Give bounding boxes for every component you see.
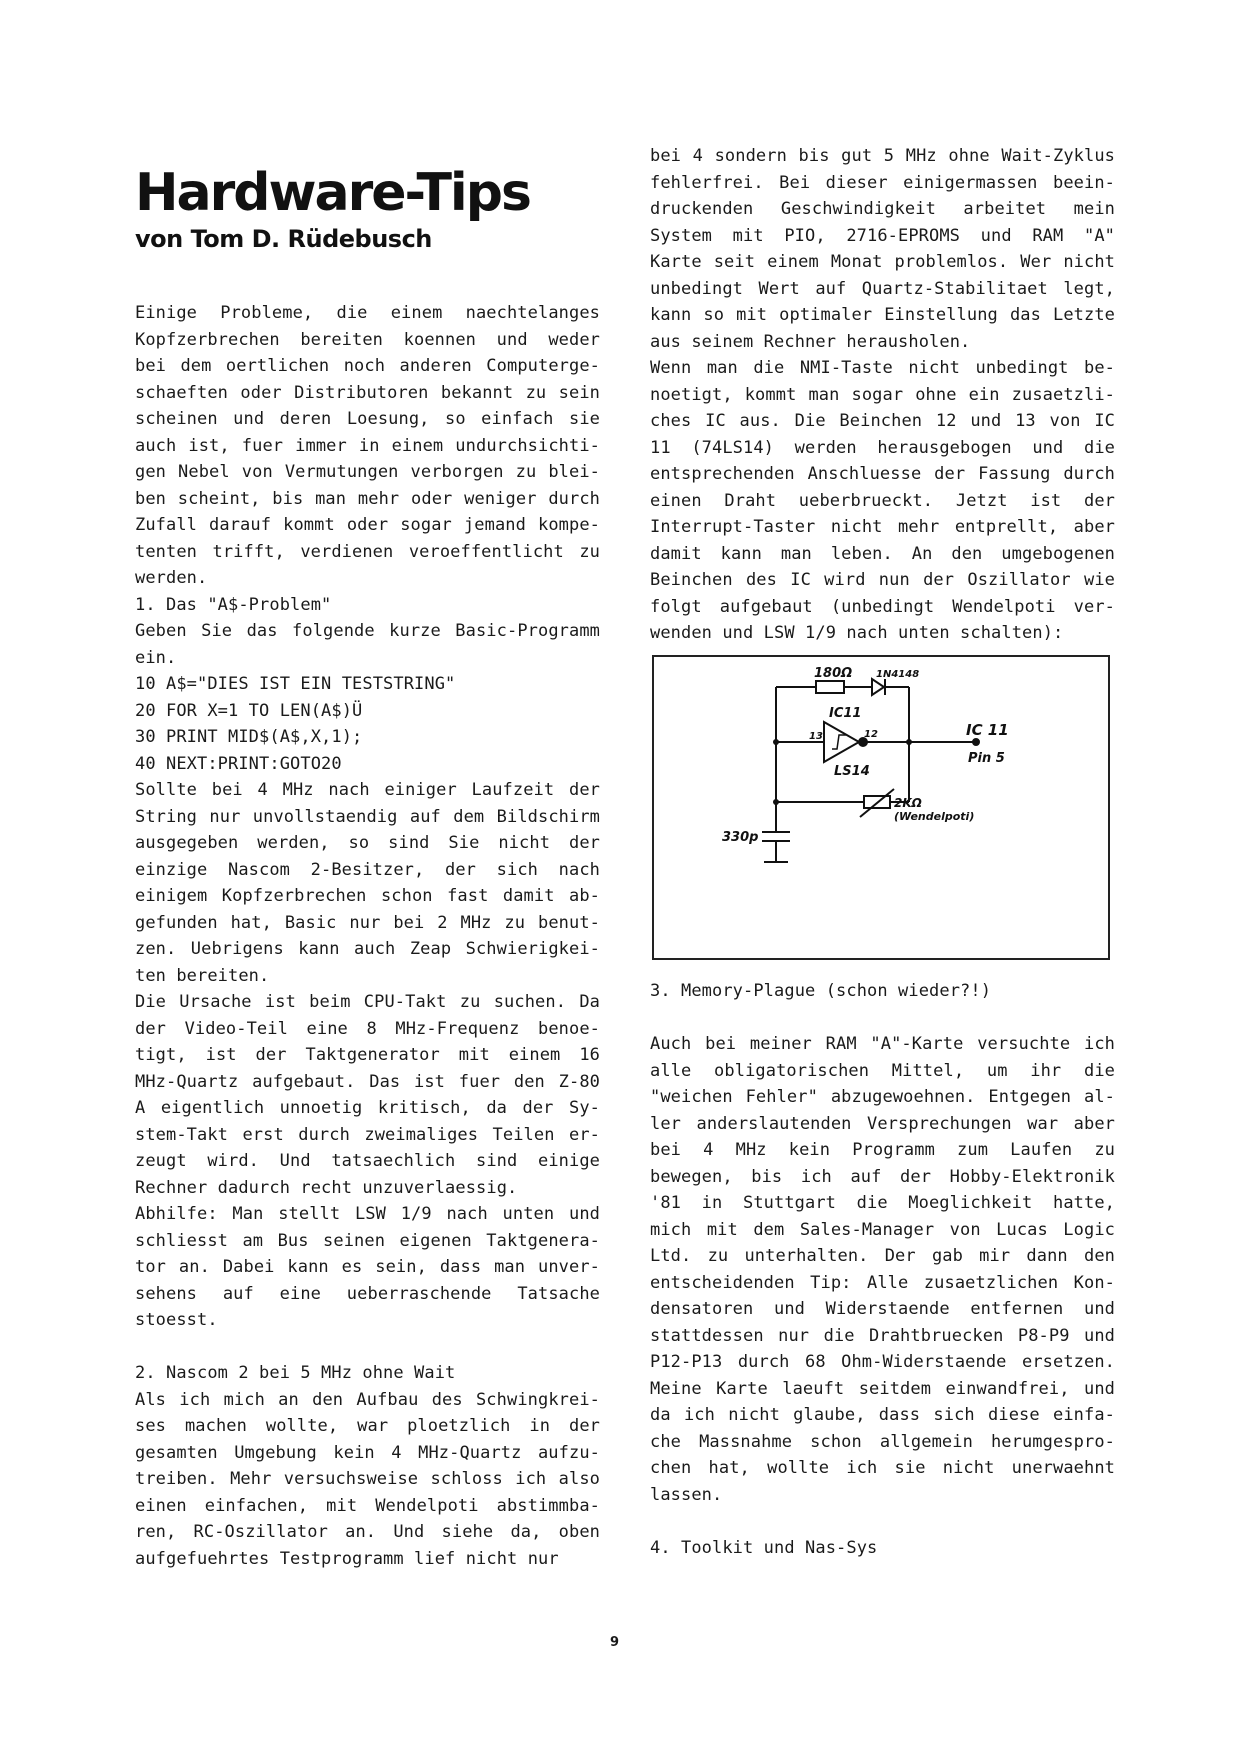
paragraph: Geben Sie das folgende kurze Basic-Programm ein. (135, 621, 600, 668)
author-byline: von Tom D. Rüdebusch (135, 225, 432, 253)
ic-label: IC11 (829, 706, 862, 721)
paragraph: Wenn man die NMI-Taste nicht unbedingt be-noetigt, kommt man sogar ohne ein zusaetzli-ches IC aus. Die Beinchen 12 und 13 von IC 11 (74LS14) werden herausgebogen und die entsprechenden Anschluesse der Fassung durch einen Draht ueberbrueckt. Jetzt ist der Interrupt-Taster nicht mehr entprellt, aber damit kann man leben. An den umgebogenen Beinchen des IC wird nun der Oszillator wie folgt aufgebaut (unbedingt Wendelpoti ver-wenden und LSW 1/9 nach unten schalten): (650, 358, 1115, 643)
intro-paragraph: Einige Probleme, die einem naechtelanges Kopfzerbrechen bereiten koennen und weder bei dem oertlichen noch anderen Computerge-schaeften oder Distributoren bekannt zu sein scheinen und deren Loesung, so einfach sie auch ist, fuer immer in einem undurchsichti-gen Nebel von Vermutungen verborgen zu blei-ben scheint, bis man mehr oder weniger durch Zufall darauf kommt oder sogar jemand kompe-tenten trifft, verdienen veroeffentlicht zu werden. (135, 303, 600, 588)
spacer (135, 1334, 600, 1361)
page-number: 9 (610, 1635, 620, 1650)
resistor-label: 180Ω (814, 666, 853, 681)
section-heading-2: 2. Nascom 2 bei 5 MHz ohne Wait (135, 1363, 456, 1383)
right-column-bottom (650, 978, 1115, 1561)
paragraph: Als ich mich an den Aufbau des Schwingkrei-ses machen wollte, war ploetzlich in der gesamten Umgebung kein 4 MHz-Quartz aufzu-treiben. Mehr versuchsweise schloss ich also einen einfachen, mit Wendelpoti abstimmba-ren, RC-Oszillator an. Und siehe da, oben aufgefuehrtes Testprogramm lief nicht nur (135, 1389, 600, 1569)
paragraph: Sollte bei 4 MHz nach einiger Laufzeit der String nur unvollstaendig auf dem Bildschirm ausgegeben werden, so sind Sie nicht der einzige Nascom 2-Besitzer, der sich nach einigem Kopfzerbrechen schon fast damit ab-gefunden hat, Basic nur bei 2 MHz zu benut-zen. Uebrigens kann auch Zeap Schwierigkei-ten bereiten. (135, 780, 600, 986)
spacer (650, 1508, 1115, 1535)
right-column-top (650, 143, 1115, 647)
pot-label: 2KΩ (894, 796, 922, 810)
left-column (135, 300, 600, 1572)
diode-label: 1N4148 (876, 669, 920, 680)
pot-type-label: (Wendelpoti) (894, 810, 975, 823)
section-heading-4: 4. Toolkit und Nas-Sys (650, 1537, 878, 1558)
pin-out-label: 12 (864, 729, 878, 740)
paragraph: Auch bei meiner RAM "A"-Karte versuchte ich alle obligatorischen Mittel, um ihr die "weichen Fehler" abzugewoehnen. Entgegen al-ler anderslautenden Versprechungen war aber bei 4 MHz kein Programm zum Laufen zu bewegen, bis ich auf der Hobby-Elektronik '81 in Stuttgart die Moeglichkeit hatte, mich mit dem Sales-Manager von Lucas Logic Ltd. zu unterhalten. Der gab mir dann den entscheidenden Tip: Alle zusaetzlichen Kon-densatoren und Widerstaende entfernen und stattdessen nur die Drahtbruecken P8-P9 und P12-P13 durch 68 Ohm-Widerstaende ersetzen. Meine Karte laeuft seitdem einwandfrei, und da ich nicht glaube, dass sich diese einfa-che Massnahme schon allgemein herumgespro-chen hat, wollte ich sie nicht unerwaehnt lassen. (650, 1034, 1115, 1505)
paragraph: Die Ursache ist beim CPU-Takt zu suchen. Da der Video-Teil eine 8 MHz-Frequenz benoe-tigt, ist der Taktgenerator mit einem 16 MHz-Quartz aufgebaut. Das ist fuer den Z-80 A eigentlich unnoetig kritisch, da der Sy-stem-Takt erst durch zweimaliges Teilen er-zeugt wird. Und tatsaechlich sind einige Rechner dadurch recht unzuverlaessig. (135, 992, 600, 1198)
code-line: 40 NEXT:PRINT:GOTO20 (135, 753, 342, 774)
code-line: 10 A$="DIES IST EIN TESTSTRING" (135, 674, 456, 694)
paragraph: Abhilfe: Man stellt LSW 1/9 nach unten und schliesst am Bus seinen eigenen Taktgenera-tor an. Dabei kann es sein, dass man unver-sehens auf eine ueberraschende Tatsache stoesst. (135, 1204, 600, 1330)
output-label-pin: Pin 5 (968, 751, 1005, 766)
paragraph: bei 4 sondern bis gut 5 MHz ohne Wait-Zyklus fehlerfrei. Bei dieser einigermassen beein-druckenden Geschwindigkeit arbeitet mein System mit PIO, 2716-EPROMS und RAM "A" Karte seit einem Monat problemlos. Wer nicht unbedingt Wert auf Quartz-Stabilitaet legt, kann so mit optimaler Einstellung das Letzte aus seinem Rechner herausholen. (650, 146, 1115, 352)
diode-symbol (872, 679, 884, 695)
section-heading-3: 3. Memory-Plague (schon wieder?!) (650, 981, 992, 1001)
oscillator-schematic (652, 655, 1110, 960)
capacitor-label: 330p (722, 830, 759, 845)
article-title: Hardware-Tips (135, 163, 530, 223)
resistor-symbol (816, 681, 844, 693)
chip-label: LS14 (834, 764, 870, 779)
code-line: 30 PRINT MID$(A$,X,1); (135, 727, 363, 747)
schmitt-inverter-symbol (824, 722, 859, 762)
code-line: 20 FOR X=1 TO LEN(A$)Ü (135, 700, 363, 721)
spacer (650, 1005, 1115, 1032)
section-heading-1: 1. Das "A$-Problem" (135, 594, 332, 615)
schematic-drawing (654, 657, 1112, 962)
output-label-ic: IC 11 (966, 721, 1009, 739)
pin-in-label: 13 (809, 731, 823, 742)
